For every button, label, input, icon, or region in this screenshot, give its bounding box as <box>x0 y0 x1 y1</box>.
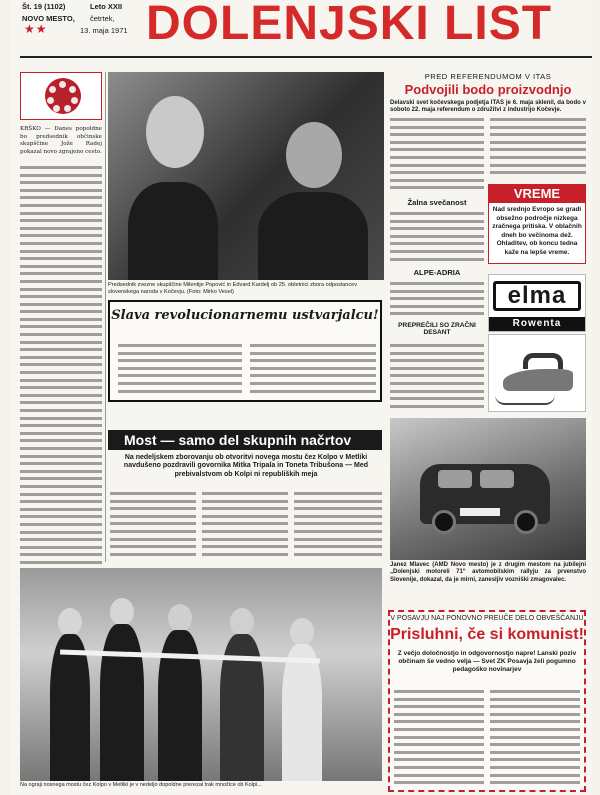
column-rule <box>105 72 106 562</box>
photo-bridge-caption: Na ograji nosnega mostu čez Kolpo v Metliki je v nedeljo dopoldne prerezal trak množice ob Kolpi... <box>20 782 262 788</box>
rowenta-logo: Rowenta <box>489 317 585 331</box>
weather-box <box>488 184 586 264</box>
brief-first-line: KRŠKO — Danes popoldne bo predsednik občinske skupščine Jože Radej pokazal novo zgrajeno cesto. <box>20 126 102 155</box>
itas-body-text <box>390 116 484 192</box>
electric-iron-icon <box>488 334 586 412</box>
zalna-body-text <box>390 210 484 263</box>
prisluhni-body-col1 <box>394 688 484 787</box>
photo-politicians-caption: Predsednik zvezne skupščine Milentije Popović in Edvard Kardelj ob 25. obletnici zbora odposlancev slovenskega naroda v Kočevju. (Foto: Mirko Vesel) <box>108 282 358 295</box>
photo-rally-caption: Janez Mlavec (AMD Novo mesto) je z drugim mestom na jubilejni „Dolenjski motoreli 71“ avtomobilskim rallyju za prvenstvo Slovenije, dokazal, da je mirni, zanesljiv vozniški zmagovalec. <box>390 562 586 583</box>
weather-title: VREME <box>489 185 585 203</box>
left-column-text <box>20 164 102 597</box>
subhead-desant: PREPREČILI SO ZRAČNI DESANT <box>398 322 476 336</box>
prisluhni-headline: Prisluhni, če si komunist! <box>390 626 584 643</box>
desant-body-text <box>390 342 484 410</box>
most-body-col2 <box>202 490 288 558</box>
masthead <box>20 0 592 58</box>
masthead-info <box>20 0 138 56</box>
city: NOVO MESTO, <box>22 14 75 23</box>
slava-quote-box <box>108 300 382 402</box>
subhead-alpe-adria: ALPE-ADRIA <box>413 268 461 277</box>
slava-text-left <box>118 342 242 395</box>
most-headline: Most — samo del skupnih načrtov <box>108 430 382 450</box>
most-lead: Na nedeljskem zborovanju ob otvoritvi novega mostu čez Kolpo v Metliki navdušeno pozdravili govornika Mitka Tripala in Toneta Tribušona — Med prebivalstvom ob Kolpi ni republiških meja <box>123 454 369 478</box>
elma-rowenta-ad <box>488 274 586 332</box>
alpe-adria-body-text <box>390 280 484 318</box>
prisluhni-article-box <box>388 610 586 792</box>
weather-text: Nad srednjo Evropo se gradi obsežno področje nizkega zračnega pritiska. V oblačnih dneh bo večinoma dež. Ohladitev, ob koncu tedna kaže na lepše vreme. <box>492 206 582 256</box>
elma-logo: elma <box>493 281 581 311</box>
slava-title: Slava revolucionarnemu ustvarjalcu! <box>111 308 379 323</box>
volume-year: Leto XXII <box>90 2 123 11</box>
telephone-dial-icon <box>20 72 102 120</box>
prisluhni-kicker: V POSAVJU NAJ PONOVNO PREUČE DELO OBVEŠČANJU <box>390 615 584 622</box>
newspaper-title: DOLENJSKI LIST <box>146 0 553 50</box>
most-body-col3 <box>294 490 382 558</box>
prisluhni-lead: Z večjo določnostjo in odgovornostjo napre! Lanski poziv občinam še vedno velja — Svet ZK Posavja želi pogumno pedagoško novinarjev <box>397 650 577 673</box>
photo-rally-car <box>390 418 586 560</box>
itas-lead: Delavski svet kočevskega podjetja ITAS je 6. maja sklenil, da bodo v soboto 22. maja referendum o združitvi z industrijo Kočevje. <box>390 100 586 114</box>
photo-politicians <box>108 72 384 280</box>
slava-text-right <box>250 342 376 395</box>
star-icon: ★★ <box>24 22 48 36</box>
itas-headline: Podvojili bodo proizvodnjo <box>404 82 572 97</box>
most-body-col1 <box>110 490 196 558</box>
itas-article <box>390 72 586 115</box>
itas-body-text-2 <box>490 116 586 177</box>
weekday: četrtek, <box>90 14 115 23</box>
left-news-column <box>20 72 102 592</box>
issue-date: 13. maja 1971 <box>80 26 128 35</box>
photo-bridge-opening <box>20 568 382 781</box>
prisluhni-body-col2 <box>490 688 580 787</box>
itas-kicker: PRED REFERENDUMOM V ITAS <box>424 72 552 81</box>
issue-number: Št. 19 (1102) <box>22 2 66 11</box>
subhead-zalna: Žalna svečanost <box>407 198 467 207</box>
